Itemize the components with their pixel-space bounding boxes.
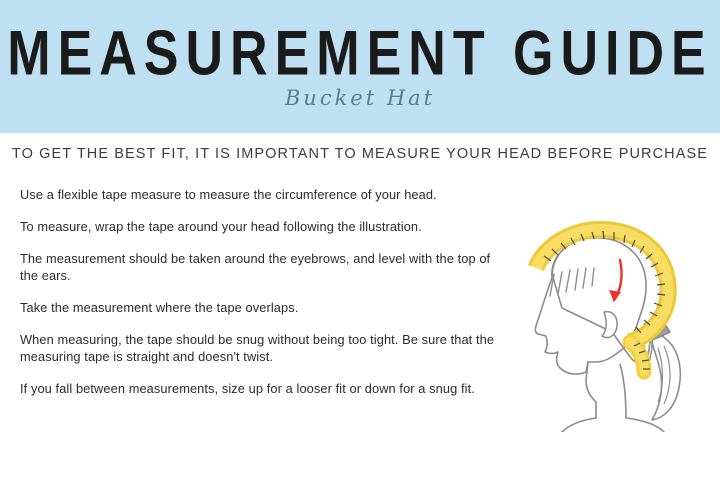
list-item: If you fall between measurements, size up for a looser fit or down for a snug fit. xyxy=(20,381,475,396)
lead-text: TO GET THE BEST FIT, IT IS IMPORTANT TO MEASURE YOUR HEAD BEFORE PURCHASE xyxy=(11,146,709,162)
page-title: MEASUREMENT GUIDE xyxy=(7,18,713,90)
list-item: The measurement should be taken around the eyebrows, and level with the top of the ears. xyxy=(20,251,491,283)
instruction-list xyxy=(20,186,500,412)
footer-space xyxy=(0,449,720,479)
list-item: Take the measurement where the tape overlaps. xyxy=(20,300,299,315)
header-band xyxy=(0,0,720,133)
list-item: To measure, wrap the tape around your head following the illustration. xyxy=(20,219,422,234)
head-illustration xyxy=(492,212,710,432)
list-item: Use a flexible tape measure to measure the circumference of your head. xyxy=(20,187,437,202)
page-subtitle: Bucket Hat xyxy=(284,86,436,110)
list-item: When measuring, the tape should be snug without being too tight. Be sure that the measuring tape is straight and doesn't twist. xyxy=(20,332,495,364)
